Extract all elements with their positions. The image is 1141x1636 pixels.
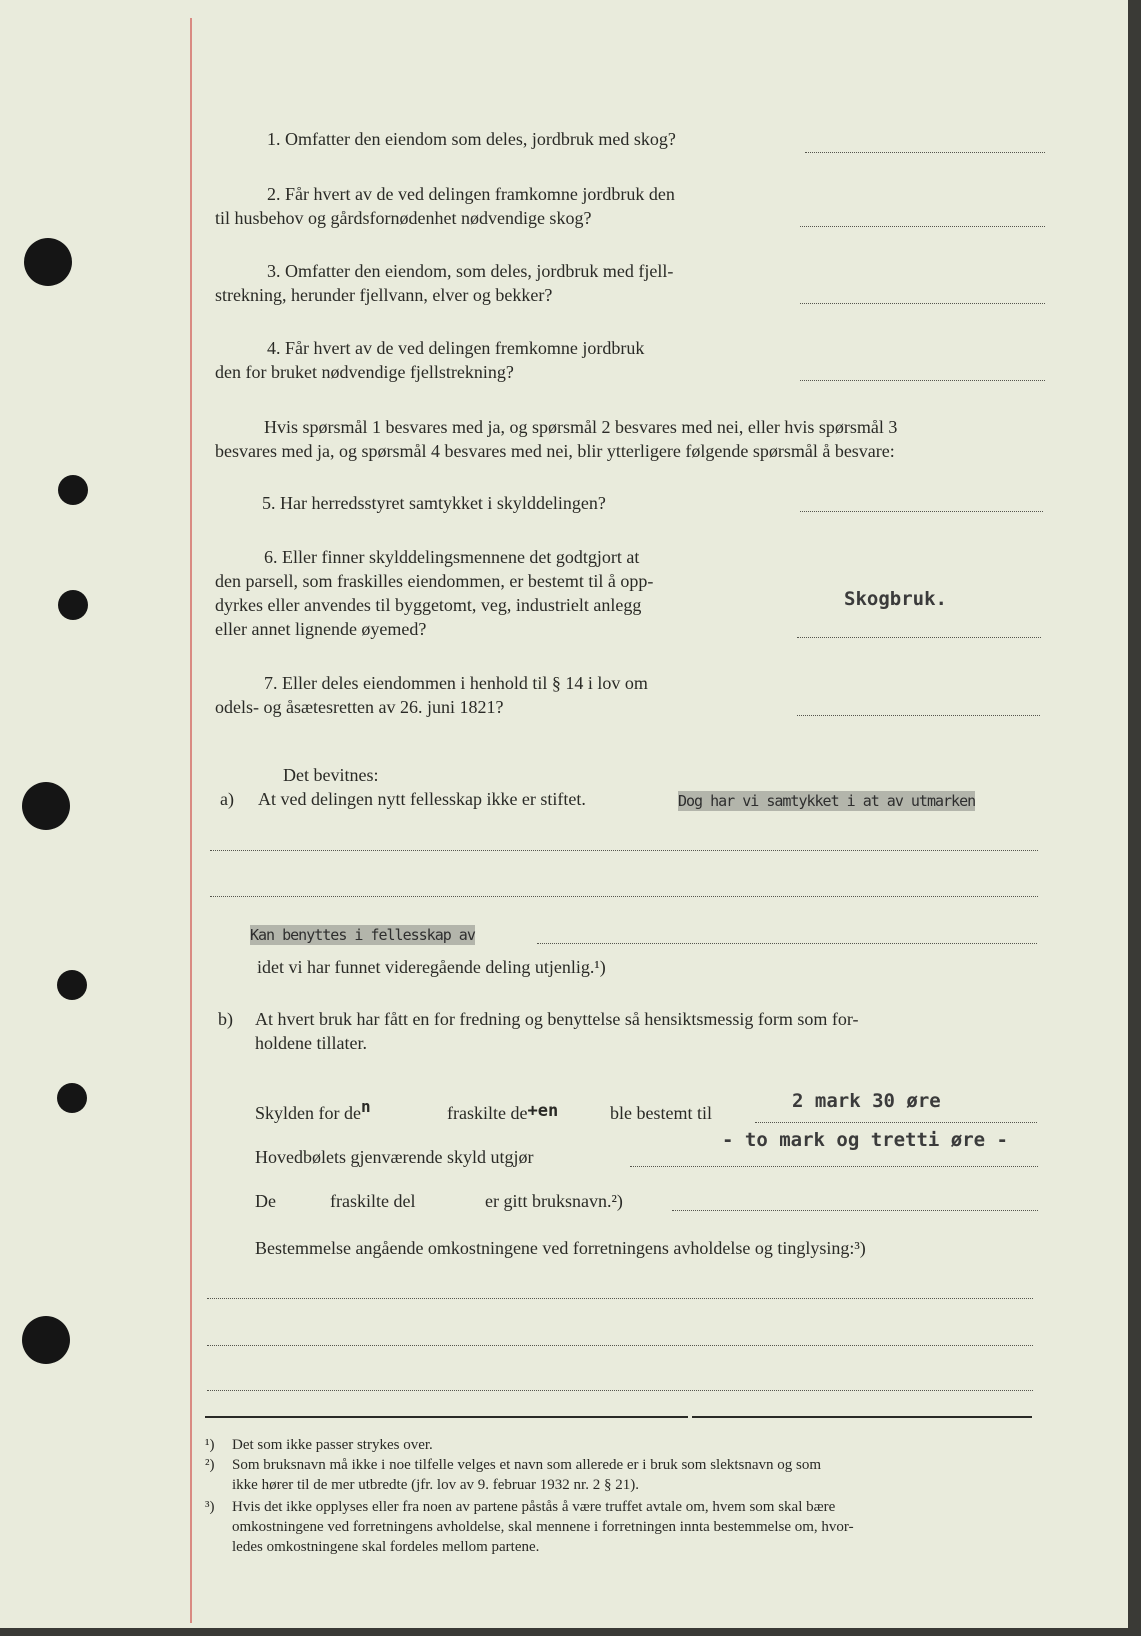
de-end: er gitt bruksnavn.²): [485, 1191, 623, 1211]
skyld-label-b-typed: +en: [527, 1101, 559, 1121]
answer-line-3: [800, 303, 1045, 304]
skyld-value: 2 mark 30 øre: [792, 1090, 941, 1112]
skyld-label-b: [447, 1102, 558, 1125]
question-6-line-4: eller annet lignende øyemed?: [215, 619, 427, 639]
margin-line: [190, 18, 192, 1623]
blank-line-b1: [207, 1298, 1033, 1299]
bevitnes-heading: Det bevitnes:: [283, 765, 379, 785]
item-b-line-2: holdene tillater.: [255, 1033, 367, 1053]
footnote-2-line-2: ikke hører til de mer utbredte (jfr. lov av 9. februar 1932 nr. 2 § 21).: [232, 1477, 639, 1493]
question-6-line-3: dyrkes eller anvendes til byggetomt, veg, industrielt anlegg: [215, 595, 642, 615]
question-6-line-2: den parsell, som fraskilles eiendommen, er bestemt til å opp-: [215, 571, 654, 591]
answer-line-1: [805, 152, 1045, 153]
answer-6-typed: Skogbruk.: [844, 588, 947, 610]
item-a-label: a): [220, 789, 234, 809]
footnote-1-line-1: Det som ikke passer strykes over.: [232, 1437, 433, 1453]
blank-line-a2: [210, 896, 1038, 897]
question-4-line-2: den for bruket nødvendige fjellstrekning?: [215, 362, 514, 382]
question-1-line-1: 1. Omfatter den eiendom som deles, jordbruk med skog?: [267, 129, 676, 149]
item-b-line-1: At hvert bruk har fått en for fredning og benyttelse så hensiktsmessig form som for-: [255, 1009, 859, 1029]
question-6-line-1: 6. Eller finner skylddelingsmennene det godtgjort at: [264, 547, 640, 567]
skyld-value-line: [755, 1122, 1037, 1123]
question-7-line-1: 7. Eller deles eiendommen i henhold til § 14 i lov om: [264, 673, 648, 693]
answer-line-2: [800, 226, 1045, 227]
instruction-line-1: Hvis spørsmål 1 besvares med ja, og spørsmål 2 besvares med nei, eller hvis spørsmål 3: [264, 417, 898, 437]
blank-line-a1: [210, 850, 1038, 851]
binder-hole: [22, 782, 70, 830]
question-2-line-2: til husbehov og gårdsfornødenhet nødvendige skog?: [215, 208, 592, 228]
blank-line-b3: [207, 1390, 1033, 1391]
question-3-line-2: strekning, herunder fjellvann, elver og bekker?: [215, 285, 553, 305]
skyld-label-a-text: Skylden for de: [255, 1103, 361, 1123]
skyld-value-words: - to mark og tretti øre -: [722, 1129, 1008, 1151]
answer-line-7: [797, 715, 1040, 716]
hovedbol-line: [630, 1166, 1038, 1167]
instruction-line-2: besvares med ja, og spørsmål 4 besvares med nei, blir ytterligere følgende spørsmål å besvare:: [215, 441, 895, 461]
skyld-label-a: [255, 1097, 371, 1125]
struck-typed-text-2: Kan benyttes i fellesskap av: [250, 926, 475, 944]
question-5: 5. Har herredsstyret samtykket i skylddelingen?: [262, 493, 606, 513]
answer-line-5: [800, 511, 1043, 512]
de-mid: fraskilte del: [330, 1191, 416, 1211]
footnote-separator-left: [205, 1416, 688, 1418]
bruksnavn-line: [672, 1210, 1038, 1211]
de-label: De: [255, 1191, 276, 1211]
bestemmelse-text: Bestemmelse angående omkostningene ved forretningens avholdelse og tinglysing:³): [255, 1238, 866, 1258]
binder-hole: [57, 970, 87, 1000]
footnote-3-line-2: omkostningene ved forretningens avholdelse, skal mennene i forretningen innta bestemmelse om, hvor-: [232, 1519, 854, 1535]
binder-hole: [22, 1316, 70, 1364]
idet-text: idet vi har funnet videregående deling utjenlig.¹): [257, 957, 606, 977]
footnote-3-line-3: ledes omkostningene skal fordeles mellom partene.: [232, 1539, 540, 1555]
answer-line-4: [800, 380, 1045, 381]
binder-hole: [58, 590, 88, 620]
question-2-line-1: 2. Får hvert av de ved delingen framkomne jordbruk den: [267, 184, 675, 204]
skyld-label-b-text: fraskilte de: [447, 1103, 528, 1123]
struck-typed-text-1: Dog har vi samtykket i at av utmarken: [678, 792, 976, 810]
question-4-line-1: 4. Får hvert av de ved delingen fremkomne jordbruk: [267, 338, 645, 358]
footnote-2-line-1: Som bruksnavn må ikke i noe tilfelle velges et navn som allerede er i bruk som slektsnavn og som: [232, 1457, 822, 1473]
hovedbol-label: Hovedbølets gjenværende skyld utgjør: [255, 1147, 534, 1167]
footnote-2-mark: ²): [205, 1457, 215, 1473]
footnote-3-line-1: Hvis det ikke opplyses eller fra noen av partene påstås å være truffet avtale om, hvem som skal bære: [232, 1499, 836, 1515]
footnote-separator-right: [692, 1416, 1032, 1418]
blank-line-a3: [537, 943, 1037, 944]
item-b-label: b): [218, 1009, 233, 1029]
skyld-label-a-sup: n: [360, 1097, 371, 1116]
binder-hole: [58, 475, 88, 505]
skyld-label-c: ble bestemt til: [610, 1103, 712, 1123]
blank-line-b2: [207, 1345, 1033, 1346]
question-7-line-2: odels- og åsætesretten av 26. juni 1821?: [215, 697, 504, 717]
question-3-line-1: 3. Omfatter den eiendom, som deles, jordbruk med fjell-: [267, 261, 674, 281]
item-a-text: At ved delingen nytt fellesskap ikke er stiftet.: [258, 789, 586, 809]
binder-hole: [24, 238, 72, 286]
footnote-1-mark: ¹): [205, 1437, 215, 1453]
footnote-3-mark: ³): [205, 1499, 215, 1515]
answer-line-6: [797, 637, 1041, 638]
binder-hole: [57, 1083, 87, 1113]
